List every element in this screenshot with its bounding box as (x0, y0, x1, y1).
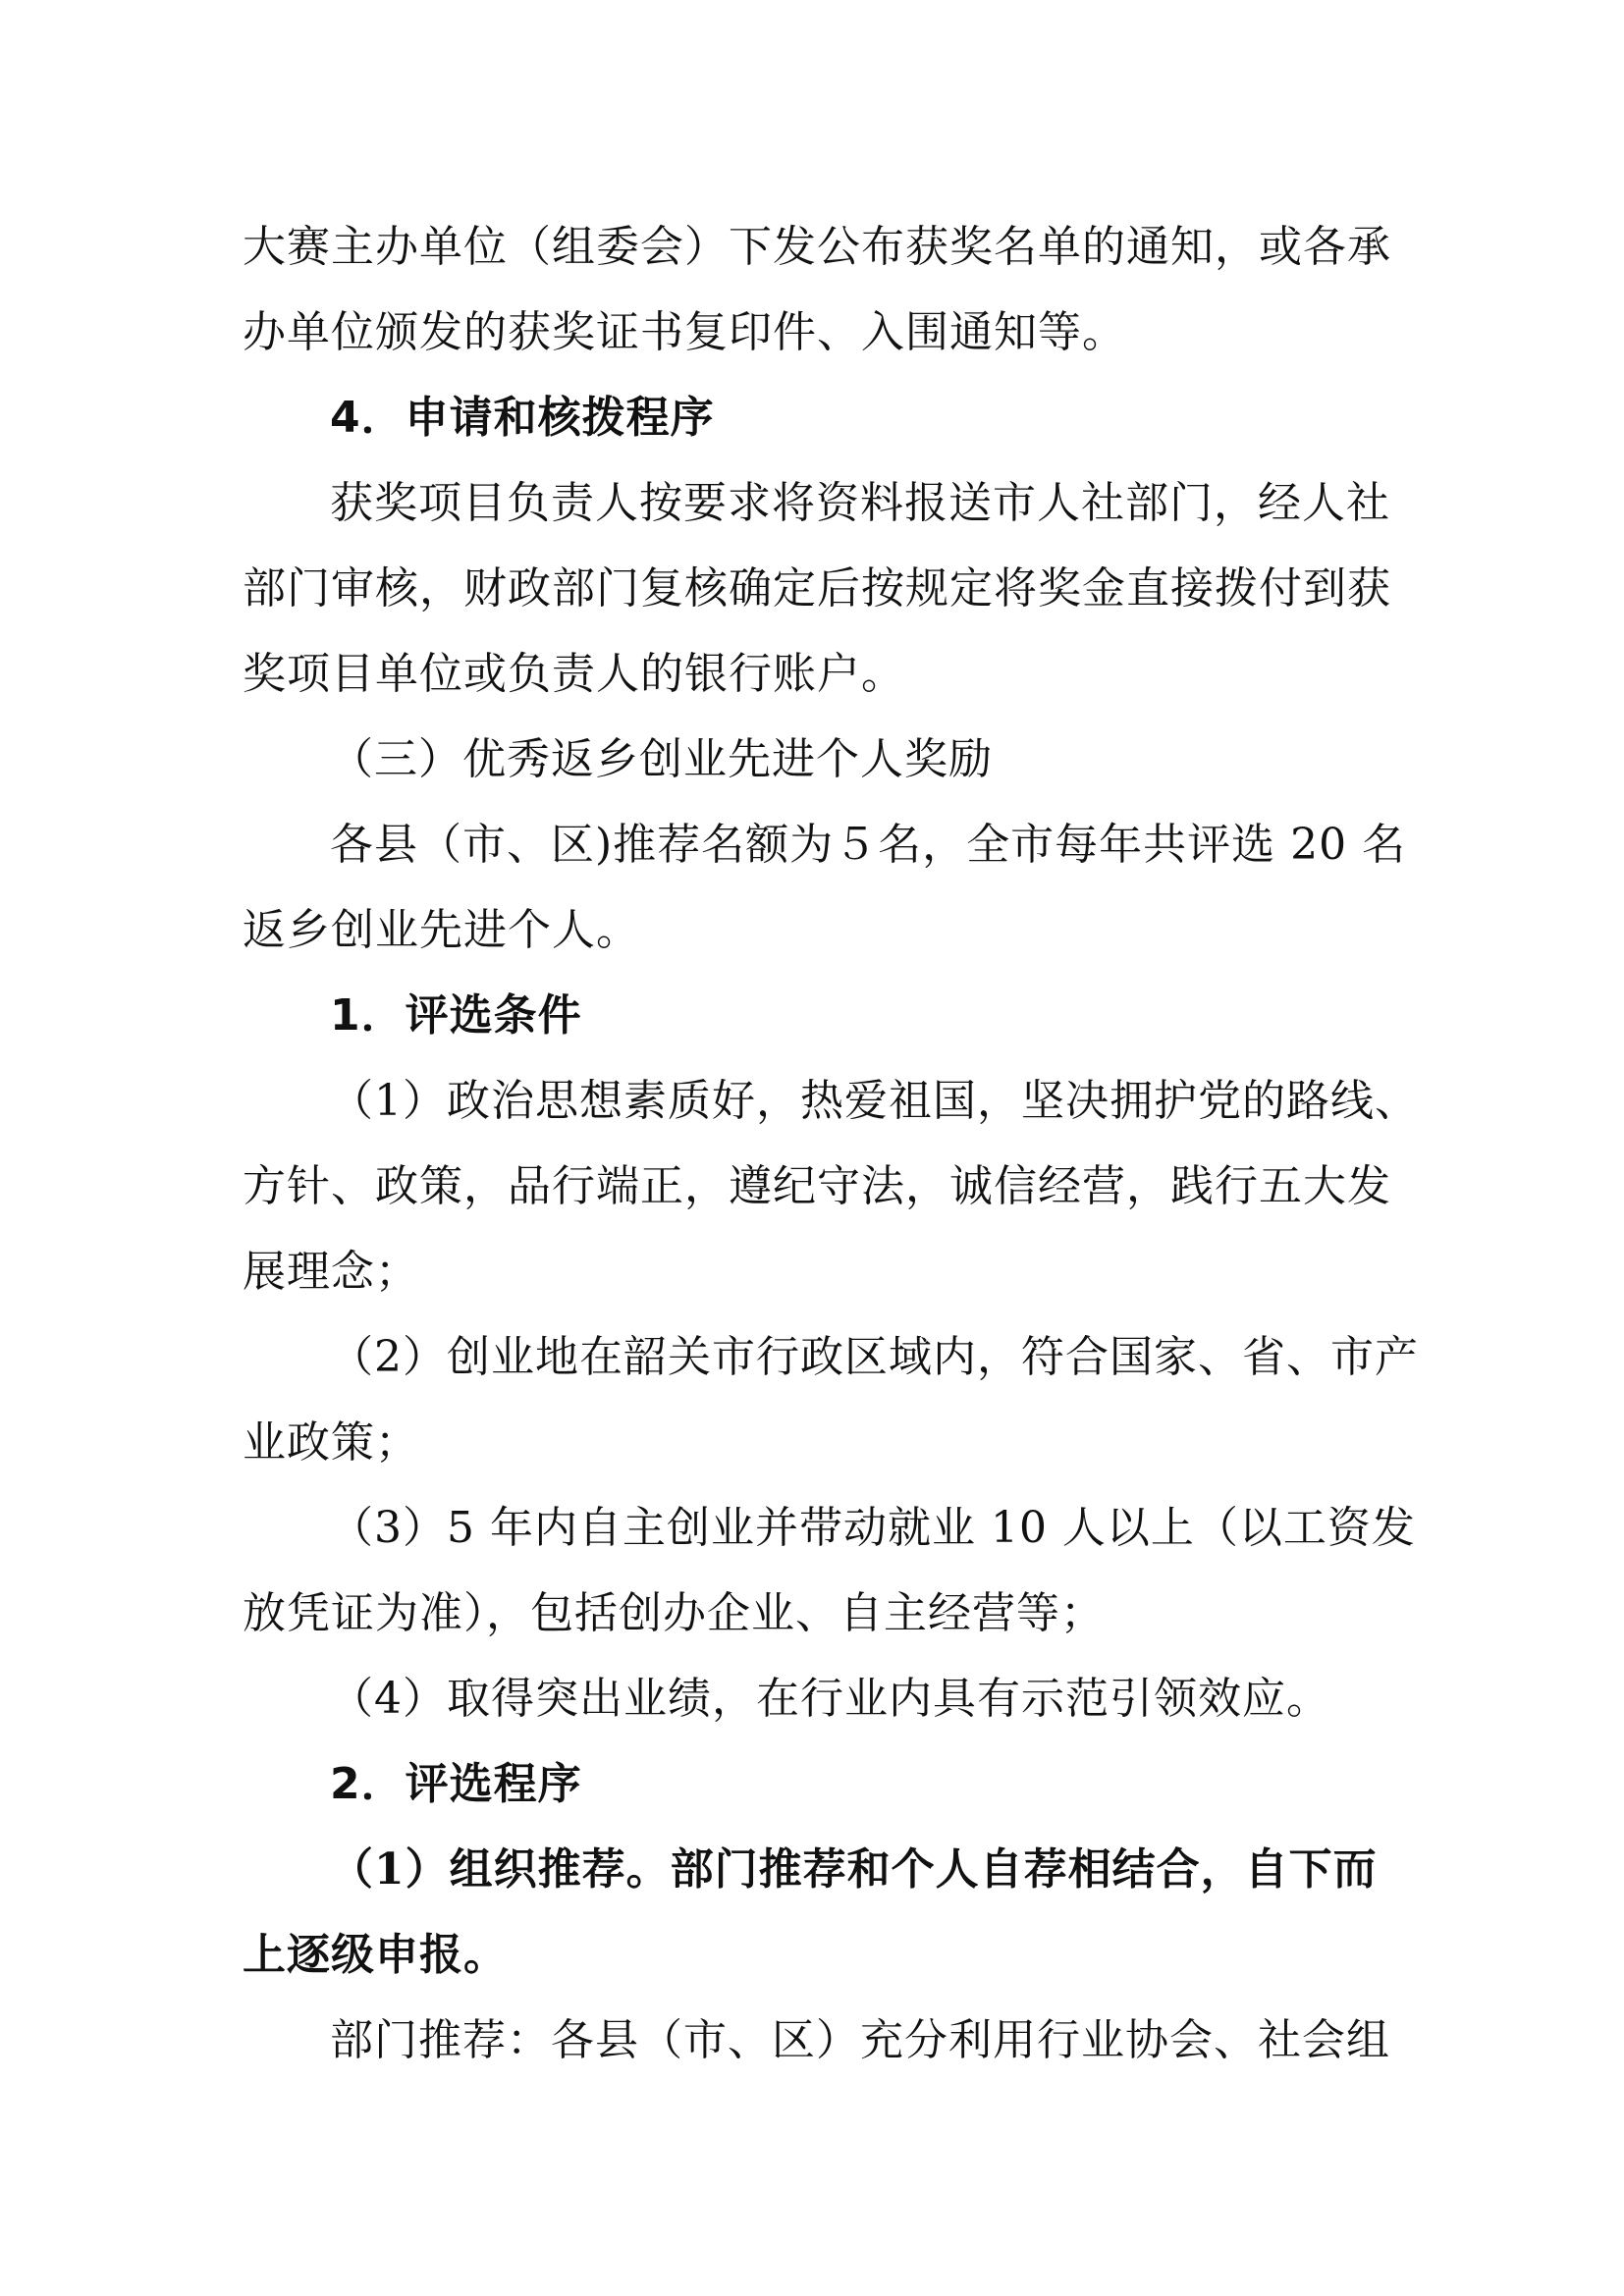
paragraph-line: 获奖项目负责人按要求将资料报送市人社部门，经人社 (330, 478, 1390, 528)
paragraph-line: （3）5 年内自主创业并带动就业 10 人以上（以工资发 (330, 1503, 1416, 1553)
paragraph-line: 部门推荐：各县（市、区）充分利用行业协会、社会组 (330, 2015, 1390, 2065)
section-heading: 4．申请和核拨程序 (330, 393, 715, 443)
paragraph-line: 放凭证为准），包括创办企业、自主经营等； (243, 1588, 1105, 1638)
paragraph-line: （1）政治思想素质好，热爱祖国，坚决拥护党的路线、 (330, 1076, 1419, 1126)
bold-paragraph-line: （1）组织推荐。部门推荐和个人自荐相结合，自下而 (330, 1844, 1378, 1895)
paragraph-line: 方针、政策，品行端正，遵纪守法，诚信经营，践行五大发 (243, 1161, 1391, 1211)
paragraph-line: 返乡创业先进个人。 (243, 905, 640, 955)
section-heading: 2．评选程序 (330, 1759, 582, 1809)
paragraph-line: 展理念； (243, 1247, 419, 1297)
section-heading: 1．评选条件 (330, 990, 582, 1041)
paragraph-line: 部门审核，财政部门复核确定后按规定将奖金直接拨付到获 (243, 563, 1391, 614)
bold-paragraph-line: 上逐级申报。 (243, 1930, 508, 1980)
paragraph-line: 大赛主办单位（组委会）下发公布获奖名单的通知，或各承 (243, 222, 1391, 272)
paragraph-line: （2）创业地在韶关市行政区域内，符合国家、省、市产 (330, 1332, 1419, 1382)
subsection-title: （三）优秀返乡创业先进个人奖励 (330, 734, 993, 784)
paragraph-line: 办单位颁发的获奖证书复印件、入围通知等。 (243, 307, 1126, 357)
paragraph-line: 各县（市、区)推荐名额为５名，全市每年共评选 20 名 (330, 820, 1407, 870)
paragraph-line: （4）取得突出业绩，在行业内具有示范引领效应。 (330, 1674, 1330, 1724)
paragraph-line: 业政策； (243, 1417, 419, 1468)
paragraph-line: 奖项目单位或负责人的银行账户。 (243, 649, 905, 699)
